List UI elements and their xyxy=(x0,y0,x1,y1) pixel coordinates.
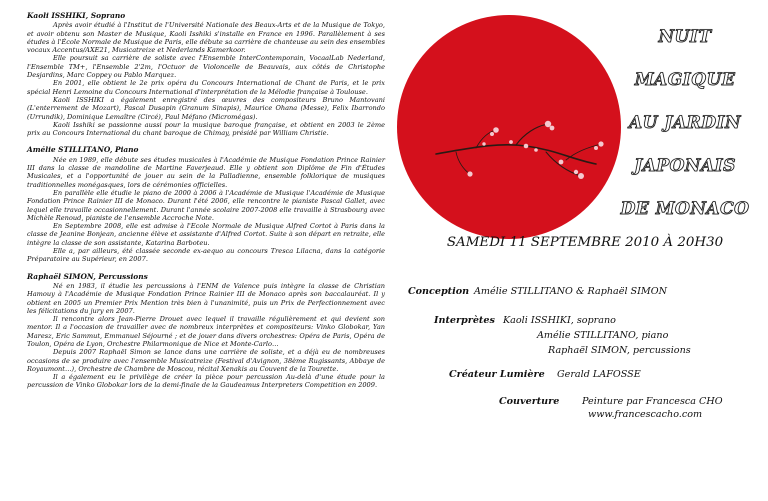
bio-paragraph: Née en 1989, elle débute ses études musicales à l'Académie de Musique Fondation Prince Rainier III dans la classe de mandoline de Martine Faverjeaud. Elle y obtient son Diplôme de Fin d'Études Musicales, et a l'opportunité de jouer au sein de la Palladienne, ensemble folklorique de musiques traditionnelles monégasques, lors de cérémonies officielles. xyxy=(27,155,385,189)
credit-value: Gerald LAFOSSE xyxy=(557,369,641,380)
credit-value: Peinture par Francesca CHO xyxy=(582,396,723,407)
bio-name: Amélie STILLITANO, Piano xyxy=(27,145,139,155)
title-line: NUIT xyxy=(658,27,712,47)
bio-stillitano xyxy=(27,146,385,263)
credit-value: Amélie STILLITANO & Raphaël SIMON xyxy=(474,286,668,297)
red-sun-icon xyxy=(397,15,621,239)
credit-value: www.francescacho.com xyxy=(588,409,703,420)
credit-value: Kaoli ISSHIKI, soprano xyxy=(503,315,616,326)
credit-label: Créateur Lumière xyxy=(449,369,545,380)
bio-paragraph: Kaoli Isshiki se passionne aussi pour la musique baroque française, et obtient en 2003 le 2ème prix au Concours International du chant baroque de Chimay, présidé par William Christie. xyxy=(27,120,385,138)
title-line: JAPONAIS xyxy=(634,156,736,176)
bio-paragraph: Il rencontre alors Jean-Pierre Drouet avec lequel il travaille régulièrement et qui devient son mentor. Il a l'occasion de travailler avec de nombreux interprètes et compositeurs: Vinko Globokar, Yan Maresz, Eric Sammut, Emmanuel Séjourné ; et de jouer dans divers orchestres: Opéra de Paris, Opéra de Toulon, Opéra de Lyon, Orchestre Philarmonique de Nice et Monte-Carlo… xyxy=(27,315,385,348)
bio-paragraph: En Septembre 2008, elle est admise à l'Ecole Normale de Musique Alfred Cortot à Paris dans la classe de Jeanine Bonjean, ancienne élève et assistante d'Alfred Cortot. Suite à son départ en retraite, elle intègre la classe de son assistante, Katarina Barboteu. xyxy=(27,222,385,247)
bio-paragraph: Après avoir étudié à l'Institut de l'Université Nationale des Beaux-Arts et de la Musique de Tokyo, et avoir obtenu son Master de Musique, Kaoli Isshiki s'installe en France en 1996. Parallèlement à ses études à l'École Normale de Musique de Paris, elle débute sa carrière de chanteuse au sein des ensembles vocaux Accentus/AXE21, Musicatreize et Nederlands Kamerkoor. xyxy=(27,21,385,55)
bio-paragraph: Elle a, par ailleurs, été classée seconde ex-aequo au concours Tresca Lilacna, dans la catégorie Préparatoire au Supérieur, en 2007. xyxy=(27,247,385,264)
bio-name: Kaoli ISSHIKI, Soprano xyxy=(27,11,126,20)
biographies-column xyxy=(27,12,385,399)
bio-paragraph: Né en 1983, il étudie les percussions à l'ENM de Valence puis intègre la classe de Christian Hamouy à l'Académie de Musique Fondation Prince Rainier III de Monaco après son baccalauréat. Il y obtient en 2005 un Premier Prix Mention très bien à l'unanimité, puis un Prix de Perfectionnement avec les félicitations du jury en 2007. xyxy=(27,281,385,315)
bio-paragraph: En 2001, elle obtient le 2e prix opéra du Concours International de Chant de Paris, et le prix spécial Henri Lemoine du Concours International d'interprétation de la Mélodie française à Toulouse. xyxy=(27,79,385,96)
credit-value: Raphaël SIMON, percussions xyxy=(548,345,691,356)
bio-paragraph: Depuis 2007 Raphaël Simon se lance dans une carrière de soliste, et a déjà eu de nombreuses occasions de se produire avec l'ensemble Musicatreize (Festival d'Avignon, 38ème Rugissants, Abbaye de Royaumont…), Orchestre de Chambre de Moscou, récital Xenakis au Couvent de la Tourette. xyxy=(27,348,385,373)
credit-value: Amélie STILLITANO, piano xyxy=(537,330,669,341)
bio-name: Raphaël SIMON, Percussions xyxy=(27,271,148,281)
bio-simon xyxy=(27,273,385,390)
credit-label: Conception xyxy=(408,286,470,297)
title-line: MAGIQUE xyxy=(634,70,736,90)
bio-paragraph: Elle poursuit sa carrière de soliste avec l'Ensemble InterContemporain, VocaalLab Nederland, l'Ensemble TM+, l'Ensemble 2'2m, l'Octuor de Violoncelle de Beauvais, aux côtés de Christophe Desjardins, Marc Coppey ou Pablo Marquez. xyxy=(27,54,385,80)
credit-label: Couverture xyxy=(499,396,560,407)
event-title xyxy=(600,16,768,231)
bio-isshiki xyxy=(27,12,385,137)
event-date: SAMEDI 11 SEPTEMBRE 2010 À 20H30 xyxy=(446,235,724,250)
title-line: DE MONACO xyxy=(620,199,750,219)
title-line: AU JARDIN xyxy=(628,113,742,133)
credit-label: Interprètes xyxy=(434,315,495,326)
bio-paragraph: Il a également eu le privilège de créer la pièce pour percussion Au-delà d'une étude pour la percussion de Vinko Globokar lors de la demi-finale de la Gaudeamus Interpreters Competition en 2009. xyxy=(27,373,385,390)
cherry-blossom-painting xyxy=(396,14,622,240)
bio-paragraph: Kaoli ISSHIKI a également enregistré des œuvres des compositeurs Bruno Mantovani (L'enterrement de Mozart), Pascal Dusapin (Granum Sinapis), Maurice Ohana (Messe), Felix Ibarrondo (Urrundik), Dominique Lemaître (Circé), Paul Méfano (Micromégas). xyxy=(27,95,385,121)
bio-paragraph: En parallèle elle étudie le piano de 2000 à 2006 à l'Académie de Musique l'Académie de Musique Fondation Prince Rainier III de Monaco. Durant l'été 2006, elle rencontre le pianiste Pascal Gallet, avec lequel elle travaille occasionnellement. Durant l'année scolaire 2007-2008 elle travaille à Strasbourg avec Michèle Renoud, pianiste de l'ensemble Accroche Note. xyxy=(27,188,385,222)
